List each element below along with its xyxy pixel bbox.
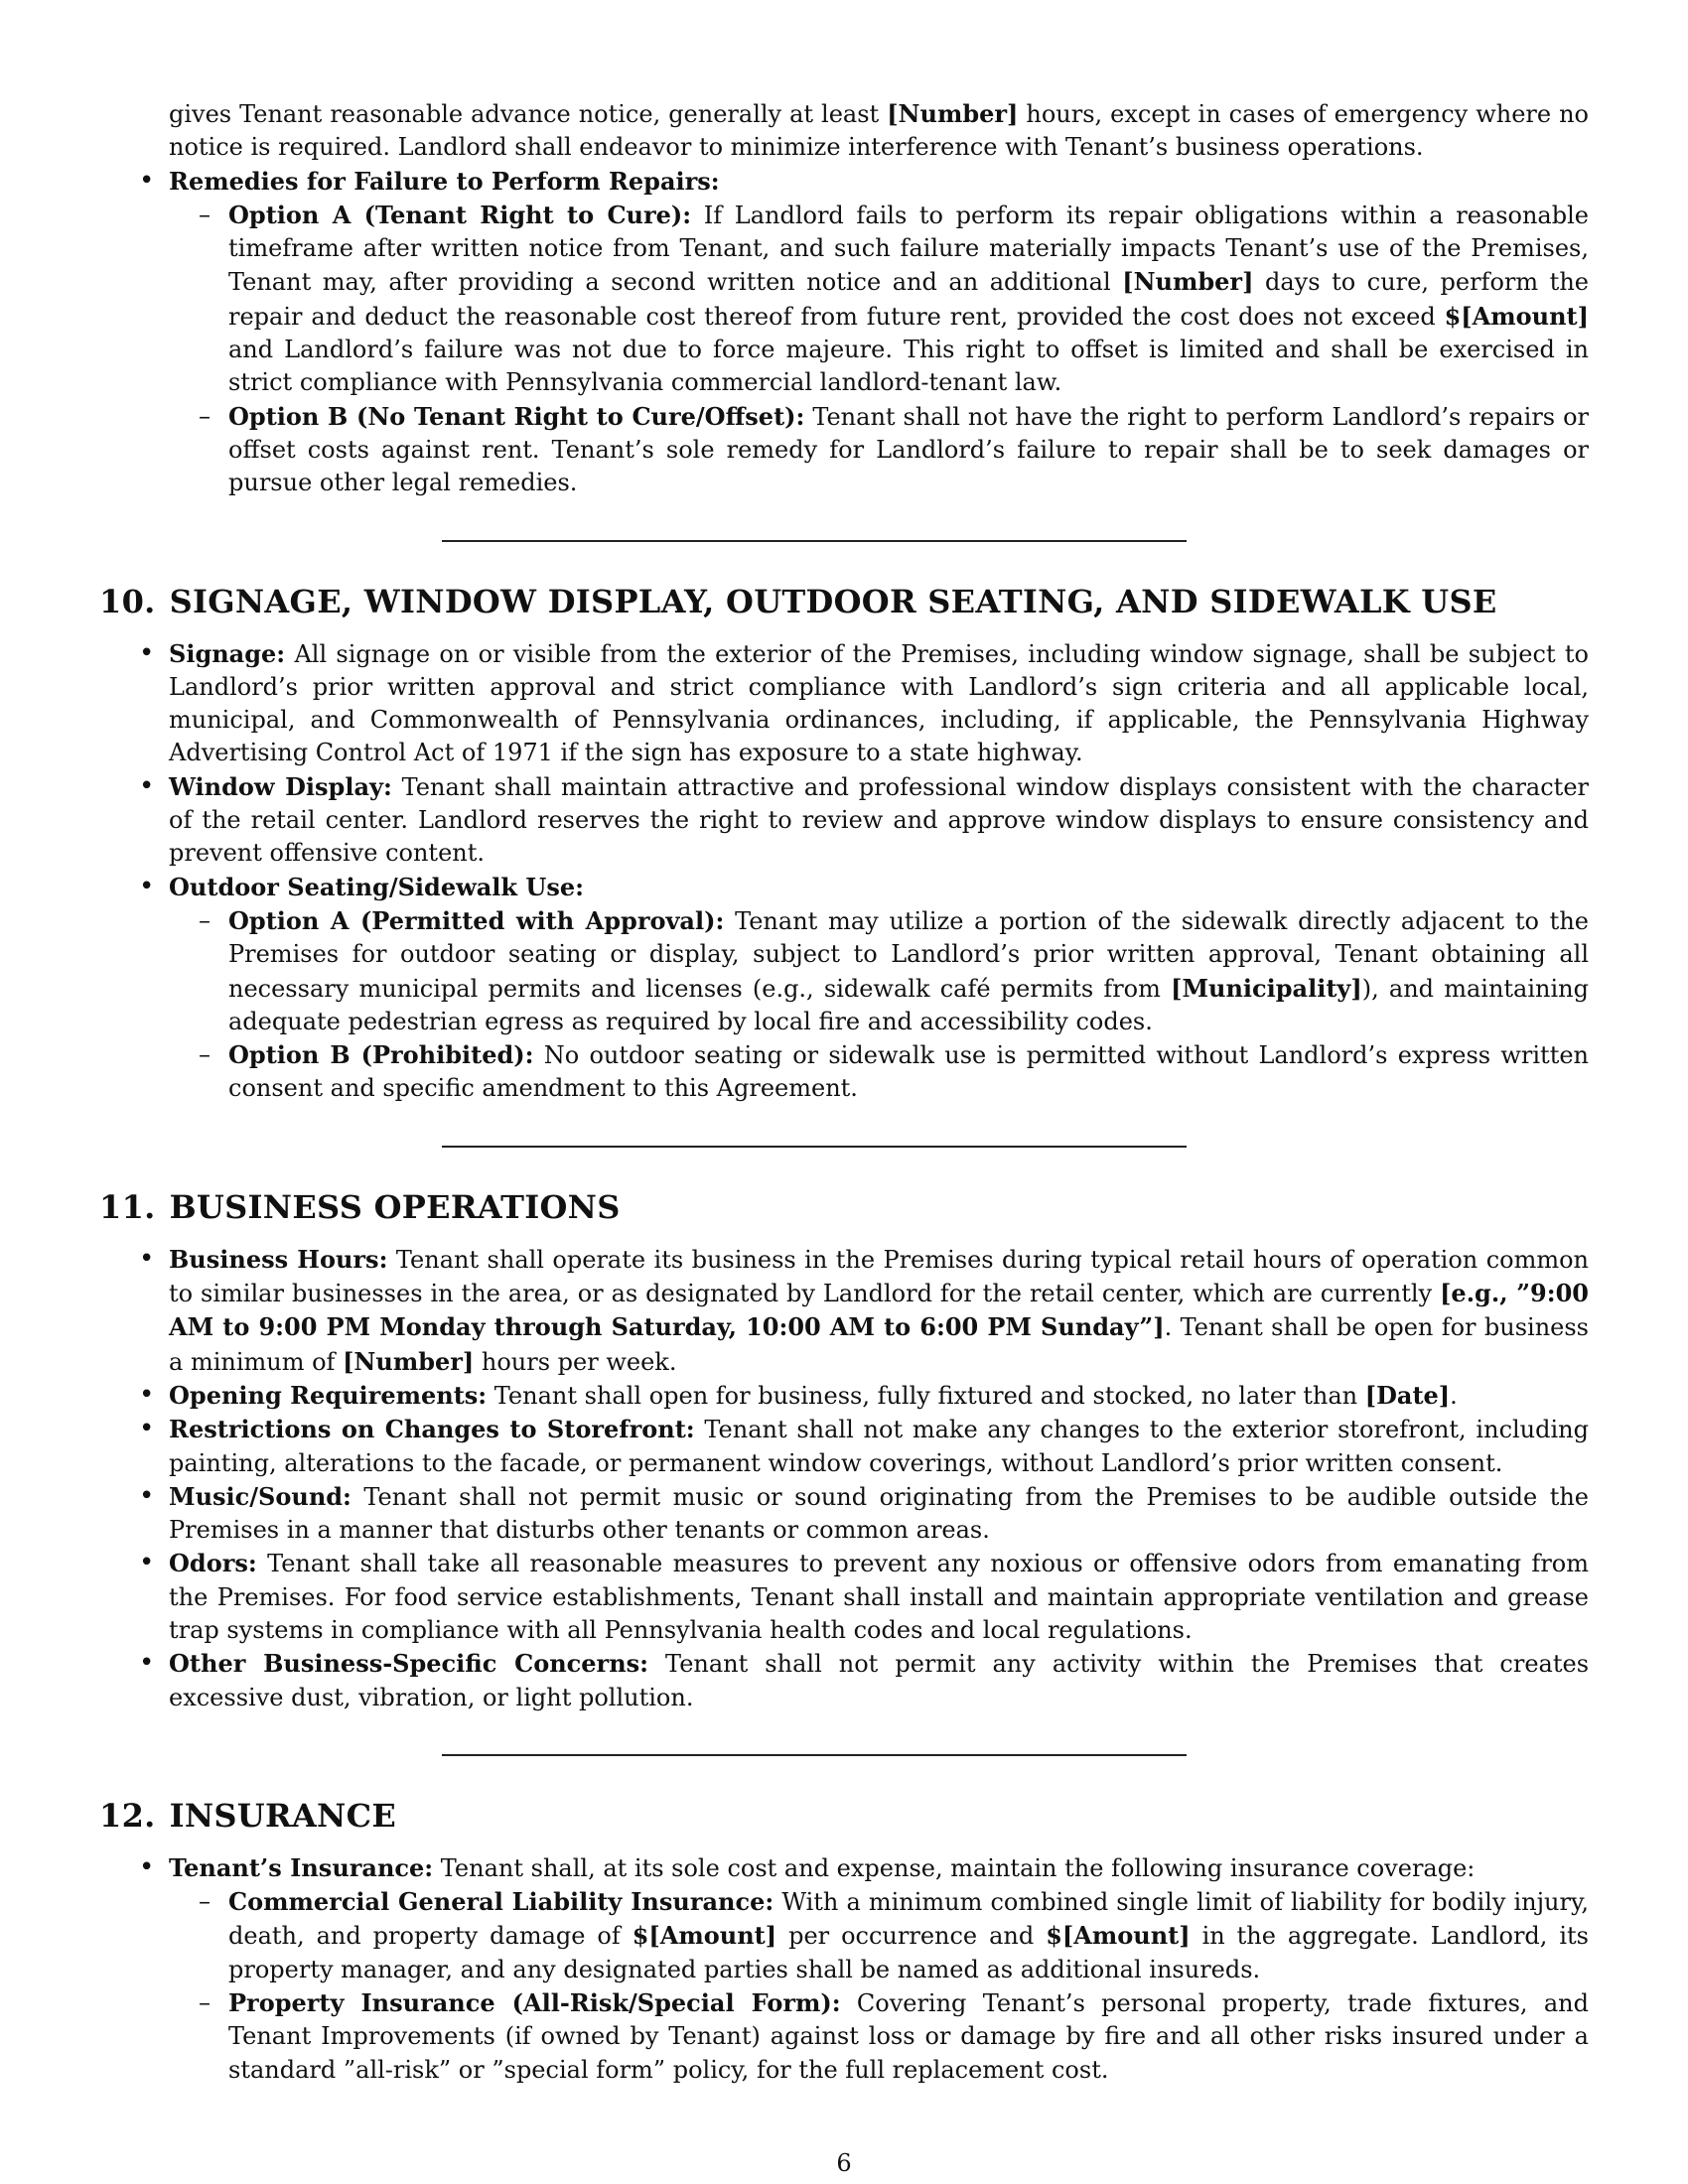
text: Tenant shall maintain attractive and professional window displays consistent with the character of the retail center. Landlord reserves the right to review and approve window displays to ensure consistency and prevent offensive content. [169, 772, 1589, 868]
text: days to cure, perform the repair and deduct the reasonable cost thereof from future rent, provided the cost does not exceed [228, 268, 1589, 331]
section-11-list [99, 1243, 1589, 1714]
text: Tenant shall take all reasonable measures to prevent any noxious or offensive odors from emanating from the Premises. For food service establishments, Tenant shall install and maintain appropriate ventilation and grease trap systems in compliance with all Pennsylvania health codes and local regulations. [169, 1550, 1589, 1644]
section-number: 11. [99, 1187, 156, 1226]
placeholder-date: [Date] [1364, 1380, 1451, 1410]
list-item [169, 770, 1589, 871]
remedies-options [169, 199, 1589, 500]
placeholder-number: [Number] [1122, 267, 1254, 297]
option-label: Option B (Prohibited): [228, 1040, 534, 1070]
placeholder-number: [Number] [343, 1346, 475, 1376]
section-title: BUSINESS OPERATIONS [169, 1187, 621, 1226]
section-divider [442, 1146, 1187, 1148]
list-item [169, 637, 1589, 770]
text: No outdoor seating or sidewalk use is permitted without Landlord’s express written consent and specific amendment to this Agreement. [228, 1041, 1590, 1103]
section-heading-10 [99, 582, 1589, 621]
text: per occurrence and [776, 1922, 1047, 1951]
item-label: Signage: [169, 638, 286, 668]
option-label: Option B (No Tenant Right to Cure/Offset): [228, 401, 805, 431]
list-item [169, 1480, 1589, 1548]
text: . Tenant shall be open for business a minimum of [169, 1313, 1589, 1376]
text: All signage on or visible from the exterior of the Premises, including window signage, shall be subject to Landlord’s prior written approval and strict compliance with Landlord’s sign criteria and all applicable local, municipal, and Commonwealth of Pennsylvania ordinances, including, if applicable, the Pennsylvania Highway Advertising Control Act of 1971 if the sign has exposure to a state highway. [169, 639, 1589, 767]
option-label: Option A (Tenant Right to Cure): [228, 200, 692, 229]
section-number: 10. [99, 582, 156, 620]
text: Tenant shall open for business, fully fixtured and stocked, no later than [487, 1381, 1365, 1410]
outdoor-options [169, 904, 1589, 1106]
option-label: Option A (Permitted with Approval): [228, 905, 725, 935]
option-a [228, 199, 1589, 400]
option-label: Commercial General Liability Insurance: [228, 1887, 774, 1917]
placeholder-amount: $[Amount] [1046, 1921, 1191, 1951]
list-item [169, 871, 1589, 1106]
item-label: Other Business-Specific Concerns: [169, 1649, 649, 1679]
placeholder-hours: [e.g., ”9:00 AM to 9:00 PM Monday through Saturday, 10:00 AM to 6:00 PM Sunday”] [169, 1279, 1589, 1342]
item-label: Music/Sound: [169, 1481, 352, 1511]
item-label: Opening Requirements: [169, 1380, 488, 1410]
item-label: Business Hours: [169, 1244, 388, 1274]
section-heading-12 [99, 1796, 1589, 1836]
section-number: 12. [99, 1796, 156, 1835]
text: Tenant shall operate its business in the Premises during typical retail hours of operation common to similar businesses in the area, or as designated by Landlord for the retail center, which are currently [169, 1245, 1589, 1308]
page-number: 6 [836, 2149, 852, 2177]
text: hours, except in cases of emergency where no notice is required. Landlord shall endeavor to minimize interference with Tenant’s business operations. [169, 100, 1590, 162]
text: . [1450, 1381, 1458, 1410]
section-10-list [99, 637, 1589, 1106]
text: and Landlord’s failure was not due to force majeure. This right to offset is limited and shall be exercised in strict compliance with Pennsylvania commercial landlord-tenant law. [228, 336, 1589, 397]
document-body [99, 97, 1589, 2087]
item-label: Window Display: [169, 771, 392, 801]
text: hours per week. [474, 1347, 677, 1376]
placeholder-amount: $[Amount] [632, 1921, 777, 1951]
text: gives Tenant reasonable advance notice, generally at least [169, 100, 888, 128]
insurance-property [228, 1986, 1589, 2087]
text: If Landlord fails to perform its repair obligations within a reasonable timeframe after written notice from Tenant, and such failure materially impacts Tenant’s use of the Premises, Tenant may, after providing a second written notice and an additional [228, 201, 1589, 297]
text: Tenant shall not make any changes to the exterior storefront, including painting, alterations to the facade, or permanent window coverings, without Landlord’s prior written consent. [169, 1416, 1590, 1477]
placeholder-municipality: [Municipality] [1171, 973, 1362, 1003]
list-item [169, 1243, 1589, 1379]
placeholder-number: [Number] [887, 99, 1019, 128]
text: Tenant shall not permit music or sound originating from the Premises to be audible outside the Premises in a manner that disturbs other tenants or common areas. [169, 1482, 1589, 1545]
list-item [169, 1379, 1589, 1413]
list-item [169, 1851, 1589, 2087]
text: in the aggregate. Landlord, its property manager, and any designated parties shall be named as additional insureds. [228, 1922, 1590, 1983]
option-b [228, 400, 1589, 500]
list-item [169, 1547, 1589, 1647]
remedies-list [99, 165, 1589, 500]
section-title: INSURANCE [169, 1796, 397, 1835]
option-label: Property Insurance (All-Risk/Special Form): [228, 1988, 841, 2018]
text: ), and maintaining adequate pedestrian egress as required by local fire and accessibility codes. [228, 974, 1589, 1035]
list-item [169, 1647, 1589, 1714]
item-label: Tenant’s Insurance: [169, 1852, 434, 1882]
option-b [228, 1038, 1589, 1106]
remedies-heading: Remedies for Failure to Perform Repairs: [169, 166, 720, 196]
item-label: Restrictions on Changes to Storefront: [169, 1415, 695, 1444]
text: Tenant shall not permit any activity within the Premises that creates excessive dust, vibration, or light pollution. [169, 1650, 1590, 1711]
section-12-list [99, 1851, 1589, 2087]
text: Tenant shall not have the right to perform Landlord’s repairs or offset costs against rent. Tenant’s sole remedy for Landlord’s failure to repair shall be to seek damages or pursue other legal remedies. [228, 402, 1589, 497]
placeholder-amount: $[Amount] [1444, 301, 1589, 331]
text: With a minimum combined single limit of liability for bodily injury, death, and property damage of [228, 1888, 1589, 1951]
item-label: Outdoor Seating/Sidewalk Use: [169, 872, 584, 901]
text: Covering Tenant’s personal property, trade fixtures, and Tenant Improvements (if owned by Tenant) against loss or damage by fire and all other risks insured under a standard ”all-risk” or ”special form” policy, for the full replacement cost. [228, 1989, 1589, 2084]
option-a [228, 904, 1589, 1038]
intro-paragraph [99, 97, 1589, 165]
section-divider [442, 1754, 1187, 1756]
list-item [169, 165, 1589, 500]
text: Tenant shall, at its sole cost and expense, maintain the following insurance coverage: [433, 1853, 1476, 1882]
section-title: SIGNAGE, WINDOW DISPLAY, OUTDOOR SEATING, AND SIDEWALK USE [169, 582, 1497, 620]
item-label: Odors: [169, 1549, 257, 1578]
section-heading-11 [99, 1187, 1589, 1227]
insurance-cgl [228, 1885, 1589, 1986]
section-divider [442, 540, 1187, 542]
insurance-types [169, 1885, 1589, 2087]
list-item [169, 1413, 1589, 1480]
text: Tenant may utilize a portion of the sidewalk directly adjacent to the Premises for outdoor seating or display, subject to Landlord’s prior written approval, Tenant obtaining all necessary municipal permits and licenses (e.g., sidewalk café permits from [228, 906, 1589, 1003]
